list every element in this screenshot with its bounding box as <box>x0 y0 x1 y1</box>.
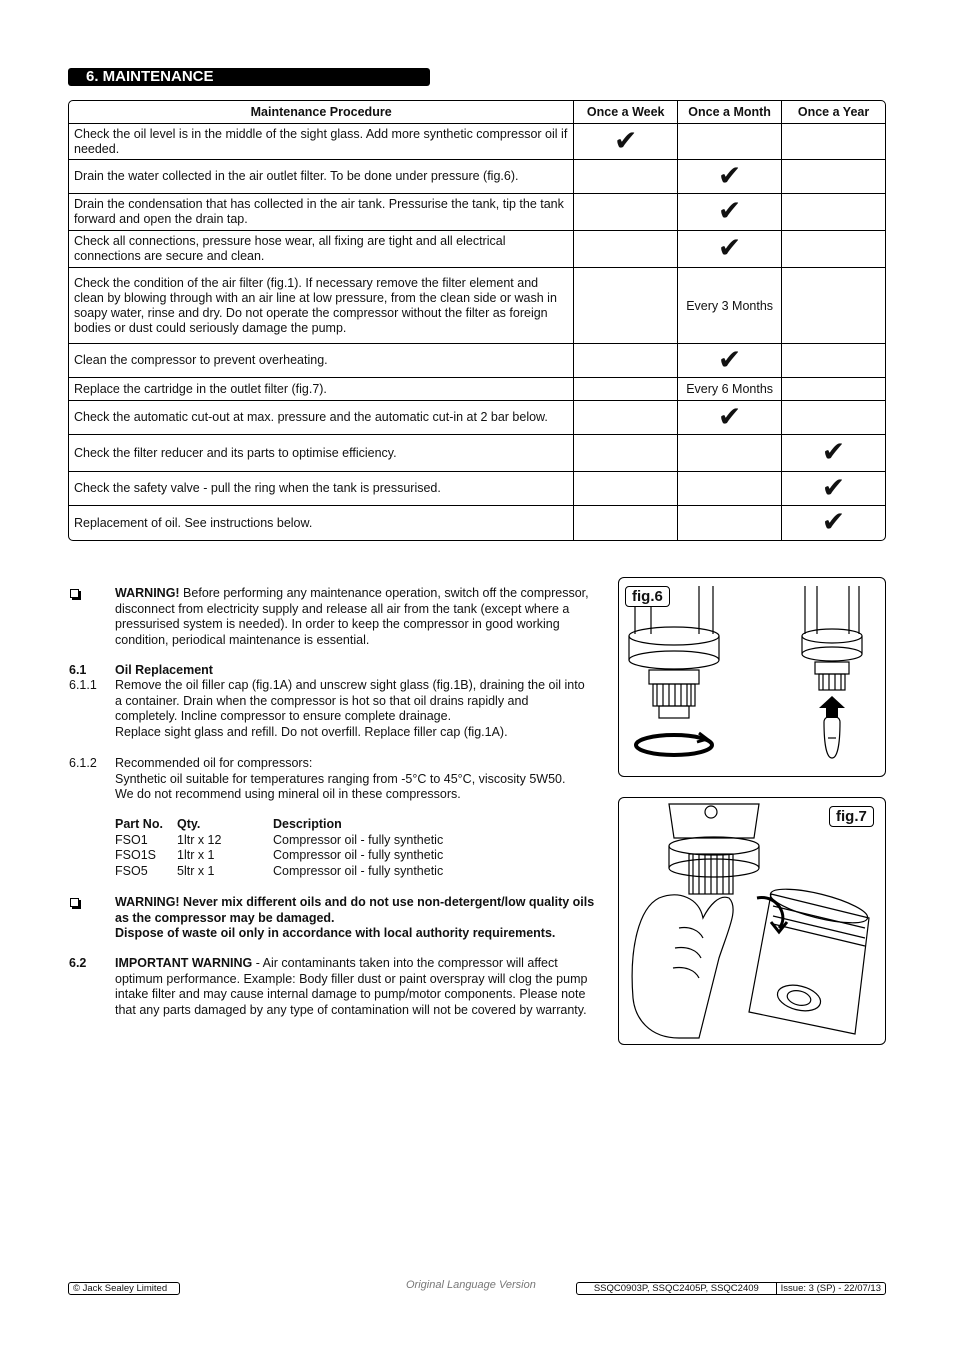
section-6-1-1-paragraph: Remove the oil filler cap (fig.1A) and unscrew sight glass (fig.1B), draining the oil into a container. Drain when the compressor is hot so that oil drains rapidly and completely. Incline compressor to ensure complete drainage. <box>115 678 585 723</box>
checkmark-icon: ✔ <box>821 505 846 538</box>
checkmark-icon: ✔ <box>821 435 846 468</box>
checkmark-icon: ✔ <box>717 158 742 192</box>
part-qty: 5ltr x 1 <box>177 863 215 878</box>
procedure-text: Drain the water collected in the air outlet filter. To be done under pressure (fig.6). <box>74 169 519 183</box>
table-row <box>69 401 885 435</box>
month-cell <box>678 124 782 160</box>
part-qty: 1ltr x 12 <box>177 832 222 847</box>
section-6-1-2-line-1: Recommended oil for compressors: <box>115 756 313 770</box>
procedure-cell <box>69 378 574 401</box>
table-row <box>69 231 885 268</box>
parts-header-qty: Qty. <box>177 817 201 831</box>
week-cell <box>574 231 678 268</box>
part-description: Compressor oil - fully synthetic <box>273 832 444 847</box>
frequency-text: Every 6 Months <box>686 382 774 396</box>
part-description: Compressor oil - fully synthetic <box>273 863 444 878</box>
figure-6-label: fig.6 <box>625 586 670 607</box>
section-6-1-2-number: 6.1.2 <box>69 756 97 770</box>
warning-box-icon <box>70 589 79 598</box>
part-description: Compressor oil - fully synthetic <box>273 848 444 862</box>
section-6-2-text <box>115 956 601 1018</box>
footer-models: SSQC0903P, SSQC2405P, SSQC2409 <box>581 1283 777 1294</box>
procedure-cell <box>69 160 574 194</box>
header-month: Once a Month <box>678 101 782 124</box>
week-cell <box>574 401 678 435</box>
table-row <box>69 194 885 231</box>
filter-drain-illustration <box>619 578 885 776</box>
procedure-cell <box>69 401 574 435</box>
procedure-text: Replace the cartridge in the outlet filter (fig.7). <box>74 381 327 396</box>
figure-7-label: fig.7 <box>829 806 874 827</box>
section-6-2-label: IMPORTANT WARNING <box>115 956 253 970</box>
month-cell <box>678 401 782 435</box>
week-cell <box>574 344 678 378</box>
procedure-text: Check the condition of the air filter (fig.1). If necessary remove the filter element and clean by blowing through with an air line at low pressure, from the clean side or wash in soapy water, rinse and dry. Do not operate the compressor without the filter as foreign bodies or dust could seriously damage the pump. <box>74 275 557 335</box>
month-cell <box>678 231 782 268</box>
table-row <box>115 848 443 864</box>
figure-6 <box>618 577 886 777</box>
maintenance-table <box>68 100 886 541</box>
table-row <box>115 833 443 849</box>
year-cell <box>782 401 885 435</box>
warning-box-icon <box>70 898 79 907</box>
procedure-cell <box>69 435 574 472</box>
warning-2 <box>115 895 595 942</box>
figure-7 <box>618 797 886 1045</box>
checkmark-icon: ✔ <box>717 231 742 264</box>
section-6-1-title: Oil Replacement <box>115 663 213 677</box>
checkmark-icon: ✔ <box>717 399 742 433</box>
month-cell <box>678 194 782 231</box>
push-arrow-icon <box>819 696 845 718</box>
table-row <box>69 160 885 194</box>
section-6-1-1-number: 6.1.1 <box>69 678 97 692</box>
procedure-cell <box>69 231 574 268</box>
week-cell <box>574 506 678 540</box>
cartridge-replacement-illustration <box>619 798 885 1044</box>
footer-copyright: © Jack Sealey Limited <box>68 1282 180 1295</box>
part-qty: 1ltr x 1 <box>177 848 215 862</box>
section-6-2-number: 6.2 <box>69 956 87 970</box>
part-number: FSO1S <box>115 848 156 862</box>
section-title: 6. MAINTENANCE <box>68 68 430 86</box>
year-cell <box>782 472 885 506</box>
month-cell <box>678 378 782 401</box>
procedure-text: Check the oil level is in the middle of the sight glass. Add more synthetic compressor oil if needed. <box>74 126 568 156</box>
footer-models-box <box>576 1282 886 1295</box>
procedure-cell <box>69 472 574 506</box>
parts-header-row <box>115 817 443 833</box>
table-row <box>69 124 885 160</box>
procedure-text: Check the automatic cut-out at max. pressure and the automatic cut-in at 2 bar below. <box>74 410 548 424</box>
table-row <box>69 268 885 344</box>
table-row <box>115 864 443 880</box>
part-number: FSO5 <box>115 863 148 878</box>
week-cell <box>574 194 678 231</box>
table-body <box>69 124 885 540</box>
footer-issue: Issue: 3 (SP) - 22/07/13 <box>780 1283 881 1294</box>
year-cell <box>782 378 885 401</box>
month-cell <box>678 472 782 506</box>
week-cell <box>574 435 678 472</box>
year-cell <box>782 231 885 268</box>
table-header-row <box>69 101 885 124</box>
month-cell <box>678 506 782 540</box>
section-6-1-number: 6.1 <box>69 663 87 677</box>
year-cell <box>782 435 885 472</box>
year-cell <box>782 268 885 344</box>
procedure-cell <box>69 124 574 160</box>
procedure-cell <box>69 268 574 344</box>
header-year: Once a Year <box>782 101 885 124</box>
procedure-cell <box>69 344 574 378</box>
checkmark-icon: ✔ <box>717 194 742 227</box>
table-row <box>69 378 885 401</box>
checkmark-icon: ✔ <box>821 470 846 504</box>
year-cell <box>782 124 885 160</box>
month-cell <box>678 160 782 194</box>
month-cell <box>678 344 782 378</box>
section-6-1-2-line-2: Synthetic oil suitable for temperatures ranging from -5°C to 45°C, viscosity 5W50. <box>115 771 566 786</box>
procedure-text: Check the filter reducer and its parts to optimise efficiency. <box>74 445 397 460</box>
checkmark-icon: ✔ <box>613 123 638 157</box>
parts-header-part: Part No. <box>115 817 163 831</box>
section-6-1-2-line-3: We do not recommend using mineral oil in these compressors. <box>115 787 461 801</box>
warning-1-label: WARNING! <box>115 586 180 600</box>
footer-language: Original Language Version <box>406 1279 536 1291</box>
table-row <box>69 435 885 472</box>
parts-table <box>115 817 443 879</box>
week-cell <box>574 472 678 506</box>
year-cell <box>782 194 885 231</box>
procedure-text: Check the safety valve - pull the ring when the tank is pressurised. <box>74 481 441 495</box>
header-week: Once a Week <box>574 101 678 124</box>
table-row <box>69 472 885 506</box>
warning-1-text: Before performing any maintenance operation, switch off the compressor, disconnect from electricity supply and release all air from the tank (except where a pressurised system is needed). In order to keep the compressor in good working condition, periodical maintenance is essential. <box>115 586 589 647</box>
year-cell <box>782 506 885 540</box>
procedure-text: Clean the compressor to prevent overheating. <box>74 353 328 367</box>
week-cell <box>574 160 678 194</box>
section-6-2-paragraph: - Air contaminants taken into the compressor will affect optimum performance. Example: Body filler dust or paint overspray will clog the pump intake filter and may cause internal damage to pump/motor components. Please note that any parts damaged by any type of contamination will not be covered by warranty. <box>115 956 588 1017</box>
week-cell <box>574 268 678 344</box>
procedure-text: Replacement of oil. See instructions below. <box>74 515 313 530</box>
week-cell <box>574 378 678 401</box>
parts-header-description: Description <box>273 817 342 831</box>
week-cell <box>574 124 678 160</box>
header-procedure: Maintenance Procedure <box>69 101 574 124</box>
warning-2-line-2: Dispose of waste oil only in accordance with local authority requirements. <box>115 926 556 940</box>
checkmark-icon: ✔ <box>717 342 742 376</box>
month-cell <box>678 435 782 472</box>
table-row <box>69 506 885 540</box>
part-number: FSO1 <box>115 832 148 847</box>
procedure-cell <box>69 506 574 540</box>
section-6-1-2-text <box>115 756 595 803</box>
warning-2-line-1: WARNING! Never mix different oils and do not use non-detergent/low quality oils as the compressor may be damaged. <box>115 895 595 925</box>
section-6-1-1-paragraph-2: Replace sight glass and refill. Do not overfill. Replace filler cap (fig.1A). <box>115 724 508 739</box>
year-cell <box>782 344 885 378</box>
section-6-1-1-text <box>115 678 585 740</box>
procedure-text: Check all connections, pressure hose wear, all fixing are tight and all electrical connections are secure and clean. <box>74 234 506 263</box>
year-cell <box>782 160 885 194</box>
procedure-cell <box>69 194 574 231</box>
warning-1 <box>115 586 595 648</box>
month-cell <box>678 268 782 344</box>
procedure-text: Drain the condensation that has collected in the air tank. Pressurise the tank, tip the tank forward and open the drain tap. <box>74 197 564 226</box>
table-row <box>69 344 885 378</box>
frequency-text: Every 3 Months <box>686 298 774 313</box>
